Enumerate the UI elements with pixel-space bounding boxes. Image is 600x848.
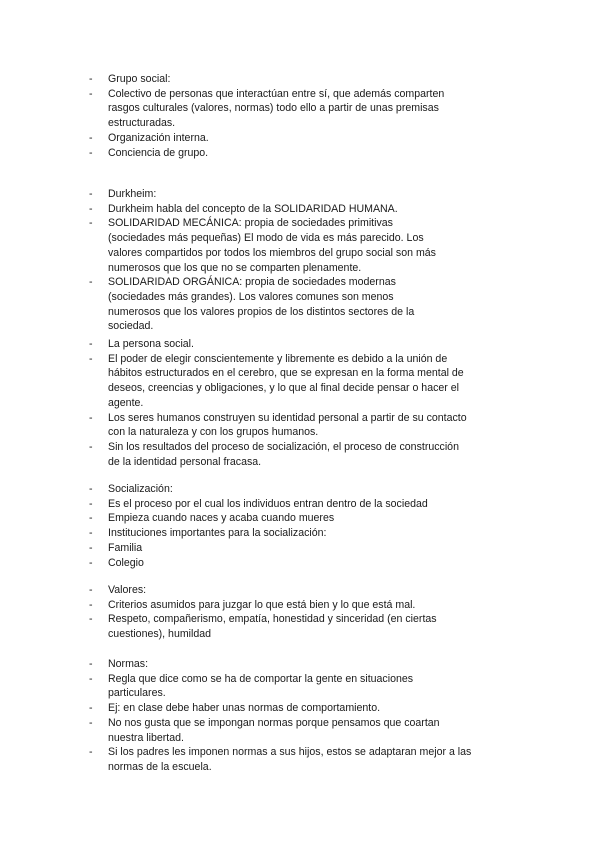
section-title: Normas:	[108, 658, 149, 670]
list-item-line: normas de la escuela.	[108, 760, 212, 773]
list-item-line: numerosos que los valores propios de los distintos sectores de la	[108, 305, 415, 318]
list-item-bullet: -	[89, 512, 93, 525]
list-item-bullet: -	[89, 541, 93, 554]
list-item-line: Criterios asumidos para juzgar lo que está bien y lo que está mal.	[108, 598, 416, 611]
section-title: Socialización:	[108, 483, 173, 495]
list-item-bullet: -	[89, 556, 93, 569]
list-item-line: de la identidad personal fracasa.	[108, 455, 262, 468]
list-item-bullet: -	[89, 497, 93, 510]
list-item-line: agente.	[108, 396, 144, 409]
list-item-bullet: -	[89, 146, 93, 159]
section-title: Grupo social:	[108, 73, 171, 85]
list-item-line: SOLIDARIDAD MECÁNICA: propia de sociedades primitivas	[108, 217, 393, 230]
list-item-bullet: -	[89, 217, 93, 230]
list-item-line: deseos, creencias y obligaciones, y lo que al final decide pensar o hacer el	[108, 382, 459, 395]
list-item-bullet: -	[89, 276, 93, 289]
list-item-bullet: -	[89, 352, 93, 365]
section-bullet: -	[89, 73, 93, 85]
list-item-line: Conciencia de grupo.	[108, 146, 209, 159]
list-item-line: Si los padres les imponen normas a sus hijos, estos se adaptaran mejor a las	[108, 746, 472, 759]
list-item-bullet: -	[89, 440, 93, 453]
list-item-bullet: -	[89, 672, 93, 685]
list-item-bullet: -	[89, 411, 93, 424]
list-item-line: (sociedades más grandes). Los valores comunes son menos	[108, 290, 394, 303]
list-item-line: Ej: en clase debe haber unas normas de comportamiento.	[108, 702, 381, 715]
list-item-bullet: -	[89, 613, 93, 626]
section-bullet: -	[89, 584, 93, 596]
list-item-bullet: -	[89, 702, 93, 715]
list-item-line: sociedad.	[108, 320, 154, 333]
list-item-line: Sin los resultados del proceso de socialización, el proceso de construcción	[108, 440, 459, 453]
section-bullet: -	[89, 188, 93, 200]
list-item-bullet: -	[89, 202, 93, 215]
list-item-line: particulares.	[108, 687, 166, 700]
list-item-line: estructuradas.	[108, 117, 176, 130]
list-item-line: SOLIDARIDAD ORGÁNICA: propia de sociedades modernas	[108, 276, 396, 289]
list-item-line: hábitos estructurados en el cerebro, que se expresan en la forma mental de	[108, 367, 464, 380]
section-title: Durkheim:	[108, 188, 157, 200]
section-title: Valores:	[108, 584, 147, 596]
list-item-line: cuestiones), humildad	[108, 628, 212, 641]
list-item-line: Instituciones importantes para la socialización:	[108, 527, 327, 540]
list-item-line: valores compartidos por todos los miembros del grupo social son más	[108, 246, 436, 259]
list-item-line: Es el proceso por el cual los individuos entran dentro de la sociedad	[108, 497, 428, 510]
list-item-line: Familia	[108, 541, 143, 554]
section-title: La persona social.	[108, 338, 194, 350]
list-item-bullet: -	[89, 87, 93, 100]
list-item-line: Los seres humanos construyen su identidad personal a partir de su contacto	[108, 411, 467, 424]
list-item-line: Colectivo de personas que interactúan entre sí, que además comparten	[108, 87, 445, 100]
list-item-bullet: -	[89, 598, 93, 611]
list-item-line: rasgos culturales (valores, normas) todo ello a partir de unas premisas	[108, 102, 439, 115]
list-item-line: (sociedades más pequeñas) El modo de vida es más parecido. Los	[108, 232, 424, 245]
list-item-bullet: -	[89, 131, 93, 144]
list-item-bullet: -	[89, 716, 93, 729]
list-item-line: Colegio	[108, 556, 144, 569]
list-item-line: Regla que dice como se ha de comportar la gente en situaciones	[108, 672, 414, 685]
list-item-line: con la naturaleza y con los grupos humanos.	[108, 426, 319, 439]
list-item-line: numerosos que los que no se comparten plenamente.	[108, 261, 362, 274]
section-bullet: -	[89, 658, 93, 670]
list-item-line: Respeto, compañerismo, empatía, honestidad y sinceridad (en ciertas	[108, 613, 437, 626]
list-item-line: El poder de elegir conscientemente y libremente es debido a la unión de	[108, 352, 448, 365]
list-item-line: Durkheim habla del concepto de la SOLIDARIDAD HUMANA.	[108, 202, 398, 215]
list-item-line: No nos gusta que se impongan normas porque pensamos que coartan	[108, 716, 440, 729]
list-item-line: Organización interna.	[108, 131, 209, 144]
section-bullet: -	[89, 483, 93, 495]
list-item-bullet: -	[89, 746, 93, 759]
list-item-bullet: -	[89, 527, 93, 540]
section-bullet: -	[89, 338, 93, 350]
list-item-line: Empieza cuando naces y acaba cuando mueres	[108, 512, 335, 525]
list-item-line: nuestra libertad.	[108, 731, 184, 744]
